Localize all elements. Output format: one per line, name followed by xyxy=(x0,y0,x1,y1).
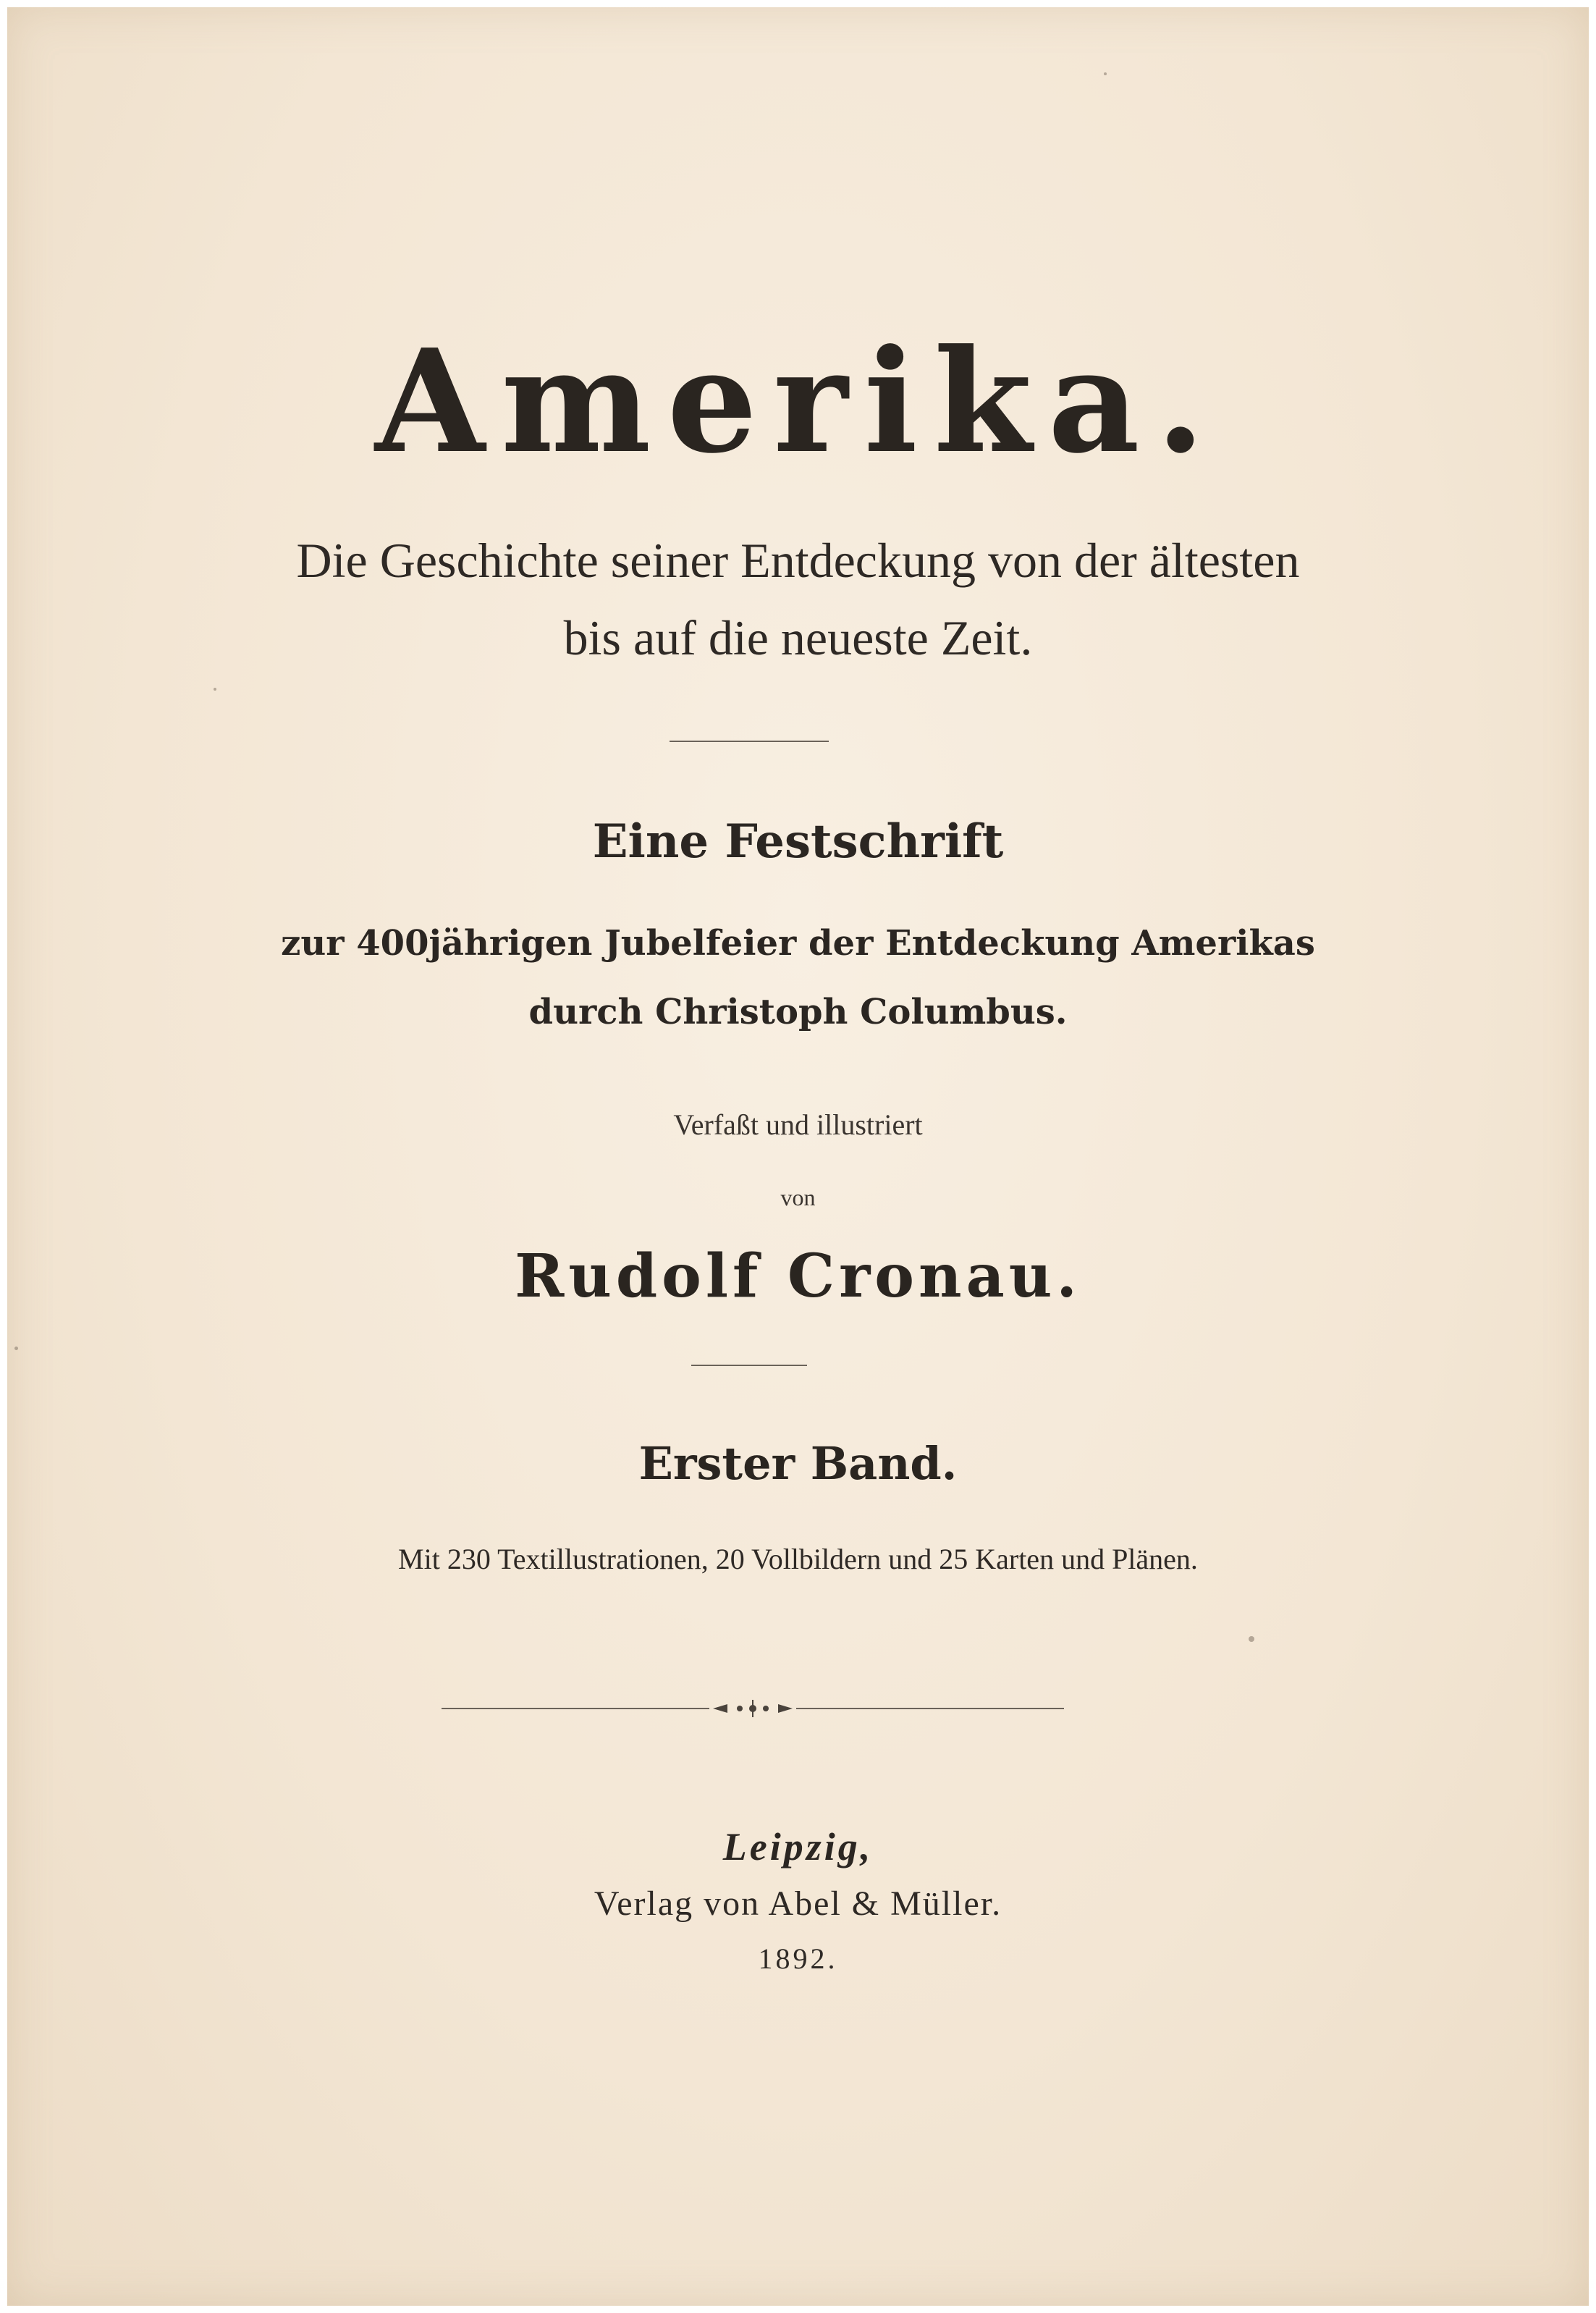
divider-rule xyxy=(670,741,829,742)
ornament-divider xyxy=(442,1694,1064,1723)
book-title: Amerika. xyxy=(375,319,1221,485)
illustrations-note: Mit 230 Textillustrationen, 20 Vollbildern und 25 Karten und Plänen. xyxy=(398,1543,1198,1575)
volume-label: Erster Band. xyxy=(638,1437,958,1490)
paper-speck xyxy=(214,688,216,691)
purpose-line-1: zur 400jährigen Jubelfeier der Entdeckung Amerikas xyxy=(281,923,1315,964)
imprint-publisher: Verlag von Abel & Müller. xyxy=(594,1884,1002,1923)
subtitle-line-1: Die Geschichte seiner Entdeckung von der ältesten xyxy=(296,533,1300,588)
authorship-by: von xyxy=(780,1184,816,1210)
subtitle-line-2: bis auf die neueste Zeit. xyxy=(563,610,1033,665)
purpose-line-2: durch Christoph Columbus. xyxy=(528,992,1068,1032)
imprint-city: Leipzig, xyxy=(722,1825,874,1868)
divider-rule xyxy=(691,1365,807,1366)
imprint-year: 1892. xyxy=(758,1942,838,1975)
paper-speck xyxy=(1249,1636,1254,1642)
paper-speck xyxy=(14,1347,18,1350)
authorship-note: Verfaßt und illustriert xyxy=(673,1108,923,1141)
festschrift-heading: Eine Festschrift xyxy=(592,814,1004,869)
author-name: Rudolf Cronau. xyxy=(515,1242,1081,1311)
paper-speck xyxy=(1104,72,1107,75)
title-page xyxy=(7,7,1589,2306)
